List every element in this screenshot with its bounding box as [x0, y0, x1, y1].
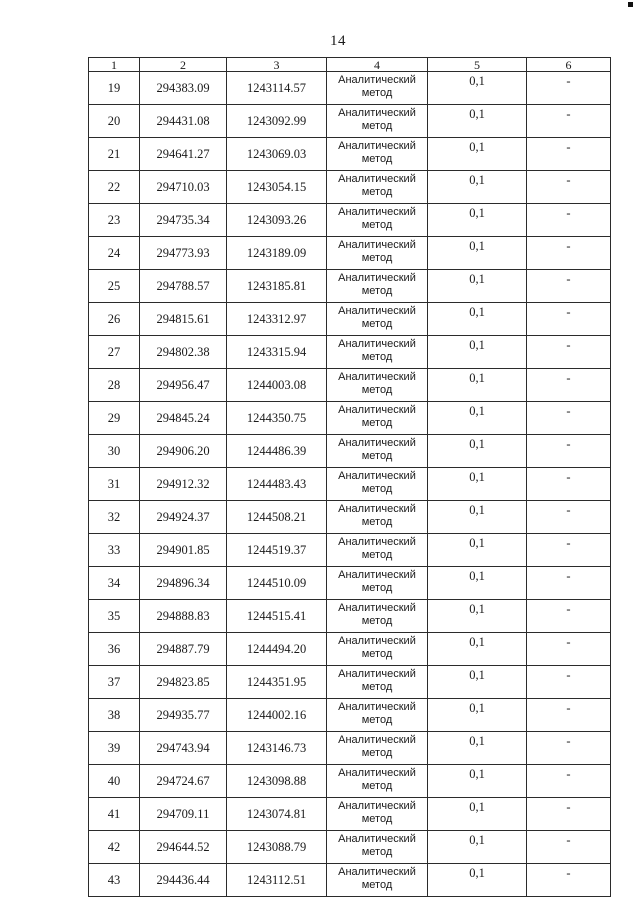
- accuracy-cell: 0,1: [428, 171, 527, 204]
- column-header-6: 6: [527, 58, 611, 72]
- x-coordinate-cell: 294735.34: [140, 204, 227, 237]
- note-cell: -: [527, 699, 611, 732]
- method-text: Аналитический метод: [338, 668, 416, 693]
- table-row: [89, 699, 611, 732]
- method-text: Аналитический метод: [338, 404, 416, 429]
- method-text: Аналитический метод: [338, 173, 416, 198]
- method-cell: [327, 699, 428, 732]
- x-coordinate-cell: 294641.27: [140, 138, 227, 171]
- table-row: [89, 336, 611, 369]
- method-text: Аналитический метод: [338, 602, 416, 627]
- x-coordinate-cell: 294912.32: [140, 468, 227, 501]
- table-row: [89, 567, 611, 600]
- method-cell: [327, 831, 428, 864]
- note-cell: -: [527, 369, 611, 402]
- method-cell: [327, 501, 428, 534]
- method-text: Аналитический метод: [338, 74, 416, 99]
- accuracy-cell: 0,1: [428, 864, 527, 897]
- note-cell: -: [527, 633, 611, 666]
- y-coordinate-cell: 1244350.75: [227, 402, 327, 435]
- note-cell: -: [527, 171, 611, 204]
- method-text: Аналитический метод: [338, 800, 416, 825]
- x-coordinate-cell: 294901.85: [140, 534, 227, 567]
- x-coordinate-cell: 294788.57: [140, 270, 227, 303]
- accuracy-cell: 0,1: [428, 237, 527, 270]
- method-cell: [327, 798, 428, 831]
- method-text: Аналитический метод: [338, 767, 416, 792]
- method-cell: [327, 732, 428, 765]
- table-row: [89, 303, 611, 336]
- accuracy-cell: 0,1: [428, 435, 527, 468]
- method-cell: [327, 204, 428, 237]
- x-coordinate-cell: 294956.47: [140, 369, 227, 402]
- method-text: Аналитический метод: [338, 734, 416, 759]
- point-number-cell: 19: [89, 72, 140, 105]
- method-text: Аналитический метод: [338, 371, 416, 396]
- x-coordinate-cell: 294906.20: [140, 435, 227, 468]
- x-coordinate-cell: 294710.03: [140, 171, 227, 204]
- y-coordinate-cell: 1244510.09: [227, 567, 327, 600]
- method-text: Аналитический метод: [338, 503, 416, 528]
- note-cell: -: [527, 270, 611, 303]
- y-coordinate-cell: 1243093.26: [227, 204, 327, 237]
- y-coordinate-cell: 1244351.95: [227, 666, 327, 699]
- accuracy-cell: 0,1: [428, 105, 527, 138]
- point-number-cell: 29: [89, 402, 140, 435]
- accuracy-cell: 0,1: [428, 633, 527, 666]
- method-text: Аналитический метод: [338, 701, 416, 726]
- x-coordinate-cell: 294888.83: [140, 600, 227, 633]
- table-row: [89, 138, 611, 171]
- column-header-2: 2: [140, 58, 227, 72]
- column-header-4: 4: [327, 58, 428, 72]
- x-coordinate-cell: 294815.61: [140, 303, 227, 336]
- note-cell: -: [527, 468, 611, 501]
- method-text: Аналитический метод: [338, 437, 416, 462]
- method-text: Аналитический метод: [338, 206, 416, 231]
- accuracy-cell: 0,1: [428, 303, 527, 336]
- accuracy-cell: 0,1: [428, 600, 527, 633]
- method-cell: [327, 864, 428, 897]
- table-row: [89, 270, 611, 303]
- method-cell: [327, 171, 428, 204]
- x-coordinate-cell: 294431.08: [140, 105, 227, 138]
- table-row: [89, 72, 611, 105]
- accuracy-cell: 0,1: [428, 765, 527, 798]
- note-cell: -: [527, 303, 611, 336]
- accuracy-cell: 0,1: [428, 402, 527, 435]
- point-number-cell: 39: [89, 732, 140, 765]
- table-row: [89, 831, 611, 864]
- table-row: [89, 369, 611, 402]
- point-number-cell: 22: [89, 171, 140, 204]
- note-cell: -: [527, 600, 611, 633]
- table-row: [89, 237, 611, 270]
- y-coordinate-cell: 1244519.37: [227, 534, 327, 567]
- x-coordinate-cell: 294644.52: [140, 831, 227, 864]
- note-cell: -: [527, 567, 611, 600]
- point-number-cell: 23: [89, 204, 140, 237]
- accuracy-cell: 0,1: [428, 501, 527, 534]
- point-number-cell: 36: [89, 633, 140, 666]
- y-coordinate-cell: 1243054.15: [227, 171, 327, 204]
- method-cell: [327, 138, 428, 171]
- method-cell: [327, 633, 428, 666]
- column-header-1: 1: [89, 58, 140, 72]
- method-cell: [327, 237, 428, 270]
- x-coordinate-cell: 294383.09: [140, 72, 227, 105]
- table-header-row: [89, 58, 611, 72]
- point-number-cell: 27: [89, 336, 140, 369]
- x-coordinate-cell: 294887.79: [140, 633, 227, 666]
- method-cell: [327, 600, 428, 633]
- y-coordinate-cell: 1243312.97: [227, 303, 327, 336]
- y-coordinate-cell: 1243069.03: [227, 138, 327, 171]
- point-number-cell: 35: [89, 600, 140, 633]
- y-coordinate-cell: 1244002.16: [227, 699, 327, 732]
- method-text: Аналитический метод: [338, 866, 416, 891]
- method-text: Аналитический метод: [338, 470, 416, 495]
- y-coordinate-cell: 1243185.81: [227, 270, 327, 303]
- method-text: Аналитический метод: [338, 239, 416, 264]
- accuracy-cell: 0,1: [428, 204, 527, 237]
- method-cell: [327, 765, 428, 798]
- column-header-5: 5: [428, 58, 527, 72]
- y-coordinate-cell: 1243146.73: [227, 732, 327, 765]
- table-body: [89, 72, 611, 897]
- table-row: [89, 171, 611, 204]
- method-text: Аналитический метод: [338, 140, 416, 165]
- point-number-cell: 33: [89, 534, 140, 567]
- note-cell: -: [527, 666, 611, 699]
- point-number-cell: 37: [89, 666, 140, 699]
- x-coordinate-cell: 294709.11: [140, 798, 227, 831]
- note-cell: -: [527, 105, 611, 138]
- page-number: 14: [330, 33, 346, 49]
- table-row: [89, 534, 611, 567]
- corner-mark: [628, 2, 633, 7]
- table-row: [89, 666, 611, 699]
- table-row: [89, 468, 611, 501]
- note-cell: -: [527, 204, 611, 237]
- y-coordinate-cell: 1244494.20: [227, 633, 327, 666]
- point-number-cell: 26: [89, 303, 140, 336]
- note-cell: -: [527, 336, 611, 369]
- x-coordinate-cell: 294924.37: [140, 501, 227, 534]
- y-coordinate-cell: 1244486.39: [227, 435, 327, 468]
- point-number-cell: 43: [89, 864, 140, 897]
- accuracy-cell: 0,1: [428, 699, 527, 732]
- method-text: Аналитический метод: [338, 305, 416, 330]
- method-cell: [327, 105, 428, 138]
- accuracy-cell: 0,1: [428, 138, 527, 171]
- note-cell: -: [527, 534, 611, 567]
- note-cell: -: [527, 402, 611, 435]
- accuracy-cell: 0,1: [428, 336, 527, 369]
- method-cell: [327, 336, 428, 369]
- method-cell: [327, 369, 428, 402]
- method-cell: [327, 402, 428, 435]
- note-cell: -: [527, 237, 611, 270]
- coordinates-table: [88, 57, 611, 897]
- table-row: [89, 204, 611, 237]
- accuracy-cell: 0,1: [428, 270, 527, 303]
- accuracy-cell: 0,1: [428, 798, 527, 831]
- point-number-cell: 31: [89, 468, 140, 501]
- method-cell: [327, 666, 428, 699]
- point-number-cell: 41: [89, 798, 140, 831]
- x-coordinate-cell: 294845.24: [140, 402, 227, 435]
- method-text: Аналитический метод: [338, 107, 416, 132]
- x-coordinate-cell: 294773.93: [140, 237, 227, 270]
- x-coordinate-cell: 294823.85: [140, 666, 227, 699]
- y-coordinate-cell: 1244508.21: [227, 501, 327, 534]
- table-row: [89, 864, 611, 897]
- x-coordinate-cell: 294436.44: [140, 864, 227, 897]
- accuracy-cell: 0,1: [428, 666, 527, 699]
- method-text: Аналитический метод: [338, 338, 416, 363]
- y-coordinate-cell: 1244003.08: [227, 369, 327, 402]
- point-number-cell: 28: [89, 369, 140, 402]
- method-cell: [327, 303, 428, 336]
- accuracy-cell: 0,1: [428, 534, 527, 567]
- point-number-cell: 20: [89, 105, 140, 138]
- accuracy-cell: 0,1: [428, 468, 527, 501]
- x-coordinate-cell: 294802.38: [140, 336, 227, 369]
- y-coordinate-cell: 1243114.57: [227, 72, 327, 105]
- point-number-cell: 32: [89, 501, 140, 534]
- y-coordinate-cell: 1244483.43: [227, 468, 327, 501]
- accuracy-cell: 0,1: [428, 72, 527, 105]
- accuracy-cell: 0,1: [428, 732, 527, 765]
- x-coordinate-cell: 294935.77: [140, 699, 227, 732]
- method-cell: [327, 435, 428, 468]
- point-number-cell: 38: [89, 699, 140, 732]
- y-coordinate-cell: 1243098.88: [227, 765, 327, 798]
- point-number-cell: 21: [89, 138, 140, 171]
- y-coordinate-cell: 1243315.94: [227, 336, 327, 369]
- table-row: [89, 633, 611, 666]
- column-header-3: 3: [227, 58, 327, 72]
- note-cell: -: [527, 732, 611, 765]
- y-coordinate-cell: 1243074.81: [227, 798, 327, 831]
- note-cell: -: [527, 765, 611, 798]
- table-row: [89, 765, 611, 798]
- method-text: Аналитический метод: [338, 536, 416, 561]
- x-coordinate-cell: 294724.67: [140, 765, 227, 798]
- y-coordinate-cell: 1243112.51: [227, 864, 327, 897]
- note-cell: -: [527, 798, 611, 831]
- accuracy-cell: 0,1: [428, 567, 527, 600]
- method-text: Аналитический метод: [338, 569, 416, 594]
- note-cell: -: [527, 435, 611, 468]
- point-number-cell: 34: [89, 567, 140, 600]
- method-text: Аналитический метод: [338, 833, 416, 858]
- x-coordinate-cell: 294896.34: [140, 567, 227, 600]
- method-text: Аналитический метод: [338, 635, 416, 660]
- accuracy-cell: 0,1: [428, 831, 527, 864]
- note-cell: -: [527, 864, 611, 897]
- y-coordinate-cell: 1243092.99: [227, 105, 327, 138]
- x-coordinate-cell: 294743.94: [140, 732, 227, 765]
- y-coordinate-cell: 1243088.79: [227, 831, 327, 864]
- method-cell: [327, 72, 428, 105]
- point-number-cell: 40: [89, 765, 140, 798]
- point-number-cell: 24: [89, 237, 140, 270]
- table-row: [89, 600, 611, 633]
- method-text: Аналитический метод: [338, 272, 416, 297]
- table-row: [89, 798, 611, 831]
- table-row: [89, 402, 611, 435]
- accuracy-cell: 0,1: [428, 369, 527, 402]
- note-cell: -: [527, 72, 611, 105]
- point-number-cell: 30: [89, 435, 140, 468]
- y-coordinate-cell: 1243189.09: [227, 237, 327, 270]
- y-coordinate-cell: 1244515.41: [227, 600, 327, 633]
- note-cell: -: [527, 138, 611, 171]
- table-row: [89, 732, 611, 765]
- note-cell: -: [527, 831, 611, 864]
- table-row: [89, 435, 611, 468]
- note-cell: -: [527, 501, 611, 534]
- method-cell: [327, 270, 428, 303]
- table-row: [89, 501, 611, 534]
- point-number-cell: 25: [89, 270, 140, 303]
- table-row: [89, 105, 611, 138]
- point-number-cell: 42: [89, 831, 140, 864]
- method-cell: [327, 567, 428, 600]
- method-cell: [327, 468, 428, 501]
- method-cell: [327, 534, 428, 567]
